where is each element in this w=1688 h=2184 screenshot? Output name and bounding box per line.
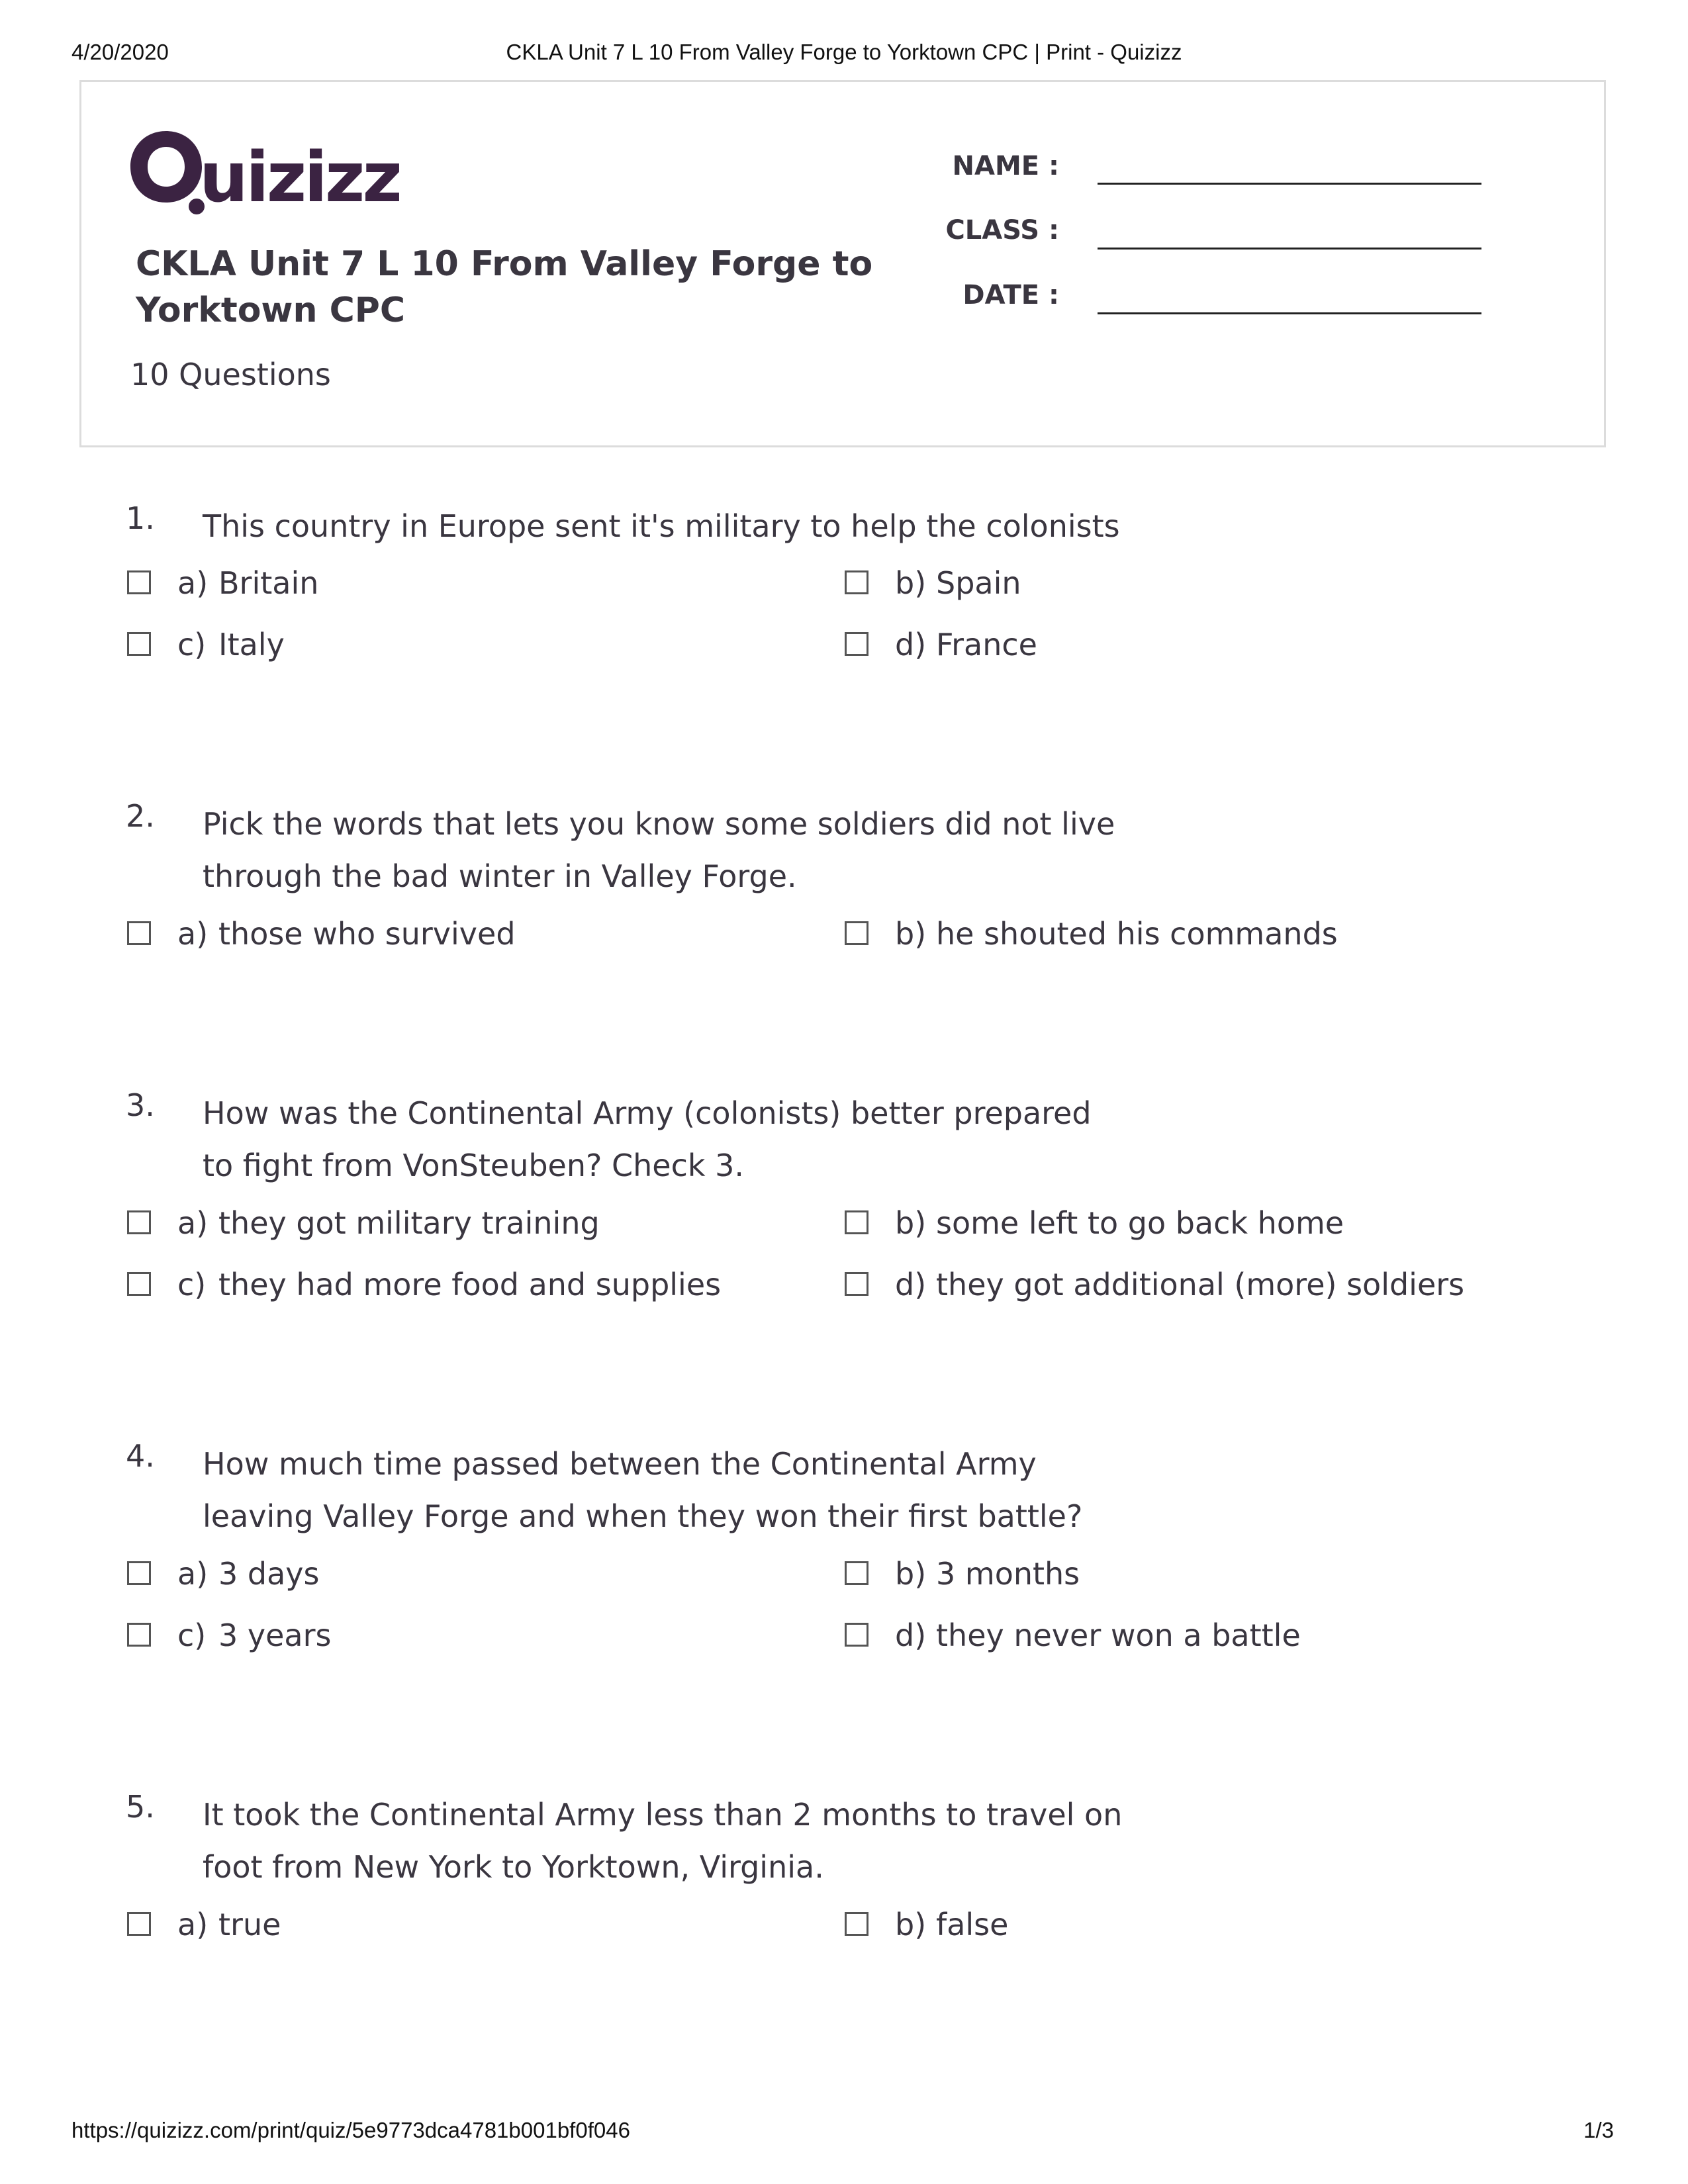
option-text: they got military training bbox=[218, 1205, 600, 1241]
checkbox[interactable] bbox=[127, 1561, 151, 1585]
question-line: through the bad winter in Valley Forge. bbox=[203, 858, 797, 894]
question-number: 4. bbox=[126, 1438, 155, 1474]
print-page-title: CKLA Unit 7 L 10 From Valley Forge to Yorktown CPC | Print - Quizizz bbox=[506, 40, 1182, 64]
option-text: France bbox=[936, 627, 1037, 662]
checkbox[interactable] bbox=[845, 1623, 868, 1647]
option-letter: b) bbox=[895, 1907, 927, 1942]
quizizz-logo bbox=[128, 123, 426, 216]
checkbox[interactable] bbox=[127, 1623, 151, 1647]
checkbox[interactable] bbox=[127, 632, 151, 656]
question-count: 10 Questions bbox=[130, 357, 331, 392]
option-letter: d) bbox=[895, 1617, 927, 1653]
option-text: false bbox=[936, 1907, 1009, 1942]
class-line[interactable] bbox=[1098, 248, 1481, 250]
question-text bbox=[203, 1789, 1129, 1893]
question-number: 2. bbox=[126, 798, 155, 834]
option-letter: b) bbox=[895, 916, 927, 952]
option-letter: b) bbox=[895, 565, 927, 601]
question-line: leaving Valley Forge and when they won their first battle? bbox=[203, 1498, 1083, 1534]
print-page-number: 1/3 bbox=[1583, 2118, 1614, 2142]
question-number: 3. bbox=[126, 1087, 155, 1123]
print-url: https://quizizz.com/print/quiz/5e9773dca4781b001bf0f046 bbox=[71, 2118, 630, 2142]
checkbox[interactable] bbox=[845, 1561, 868, 1585]
option-letter: b) bbox=[895, 1556, 927, 1592]
option-letter: a) bbox=[177, 916, 209, 952]
question-line: How was the Continental Army (colonists) better prepared bbox=[203, 1095, 1092, 1131]
checkbox[interactable] bbox=[845, 570, 868, 594]
option-letter: d) bbox=[895, 627, 927, 662]
print-date: 4/20/2020 bbox=[71, 40, 169, 64]
option-text: Britain bbox=[218, 565, 319, 601]
option-text: Italy bbox=[218, 627, 285, 662]
question-number: 5. bbox=[126, 1789, 155, 1825]
option-letter: b) bbox=[895, 1205, 927, 1241]
checkbox[interactable] bbox=[127, 921, 151, 945]
option-text: some left to go back home bbox=[936, 1205, 1344, 1241]
option-letter: a) bbox=[177, 1556, 209, 1592]
question-line: foot from New York to Yorktown, Virginia. bbox=[203, 1849, 824, 1885]
name-label: NAME : bbox=[952, 151, 1059, 181]
logo-wordmark: uizizz bbox=[199, 137, 400, 216]
question-line: to fight from VonSteuben? Check 3. bbox=[203, 1148, 745, 1183]
option-letter: c) bbox=[177, 1617, 207, 1653]
option-letter: c) bbox=[177, 627, 207, 662]
quiz-header-card bbox=[79, 80, 1606, 447]
checkbox[interactable] bbox=[845, 632, 868, 656]
option-text: true bbox=[218, 1907, 281, 1942]
question-text bbox=[203, 798, 1129, 903]
question-line: It took the Continental Army less than 2 months to travel on bbox=[203, 1797, 1123, 1833]
option-text: those who survived bbox=[218, 916, 516, 952]
option-text: they had more food and supplies bbox=[218, 1267, 722, 1302]
option-letter: a) bbox=[177, 1907, 209, 1942]
option-text: 3 days bbox=[218, 1556, 320, 1592]
checkbox[interactable] bbox=[845, 1912, 868, 1936]
question-line: How much time passed between the Continental Army bbox=[203, 1446, 1037, 1482]
question-text bbox=[203, 1438, 1129, 1543]
date-line[interactable] bbox=[1098, 312, 1481, 314]
option-letter: a) bbox=[177, 565, 209, 601]
option-letter: a) bbox=[177, 1205, 209, 1241]
checkbox[interactable] bbox=[845, 1210, 868, 1234]
checkbox[interactable] bbox=[127, 1210, 151, 1234]
quiz-title: CKLA Unit 7 L 10 From Valley Forge to Yorktown CPC bbox=[136, 244, 873, 330]
option-letter: c) bbox=[177, 1267, 207, 1302]
option-text: they never won a battle bbox=[936, 1617, 1301, 1653]
checkbox[interactable] bbox=[127, 1912, 151, 1936]
class-label: CLASS : bbox=[945, 215, 1059, 246]
option-text: they got additional (more) soldiers bbox=[936, 1267, 1465, 1302]
option-text: 3 years bbox=[218, 1617, 332, 1653]
checkbox[interactable] bbox=[845, 1272, 868, 1296]
question-number: 1. bbox=[126, 500, 155, 536]
question-line: This country in Europe sent it's military to help the colonists bbox=[203, 508, 1120, 544]
option-letter: d) bbox=[895, 1267, 927, 1302]
option-text: he shouted his commands bbox=[936, 916, 1338, 952]
name-line[interactable] bbox=[1098, 183, 1481, 185]
question-line: Pick the words that lets you know some soldiers did not live bbox=[203, 806, 1115, 842]
checkbox[interactable] bbox=[127, 570, 151, 594]
date-label: DATE : bbox=[962, 280, 1059, 310]
question-text bbox=[203, 500, 1129, 553]
checkbox[interactable] bbox=[845, 921, 868, 945]
checkbox[interactable] bbox=[127, 1272, 151, 1296]
option-text: Spain bbox=[936, 565, 1021, 601]
question-text bbox=[203, 1087, 1129, 1192]
option-text: 3 months bbox=[936, 1556, 1080, 1592]
